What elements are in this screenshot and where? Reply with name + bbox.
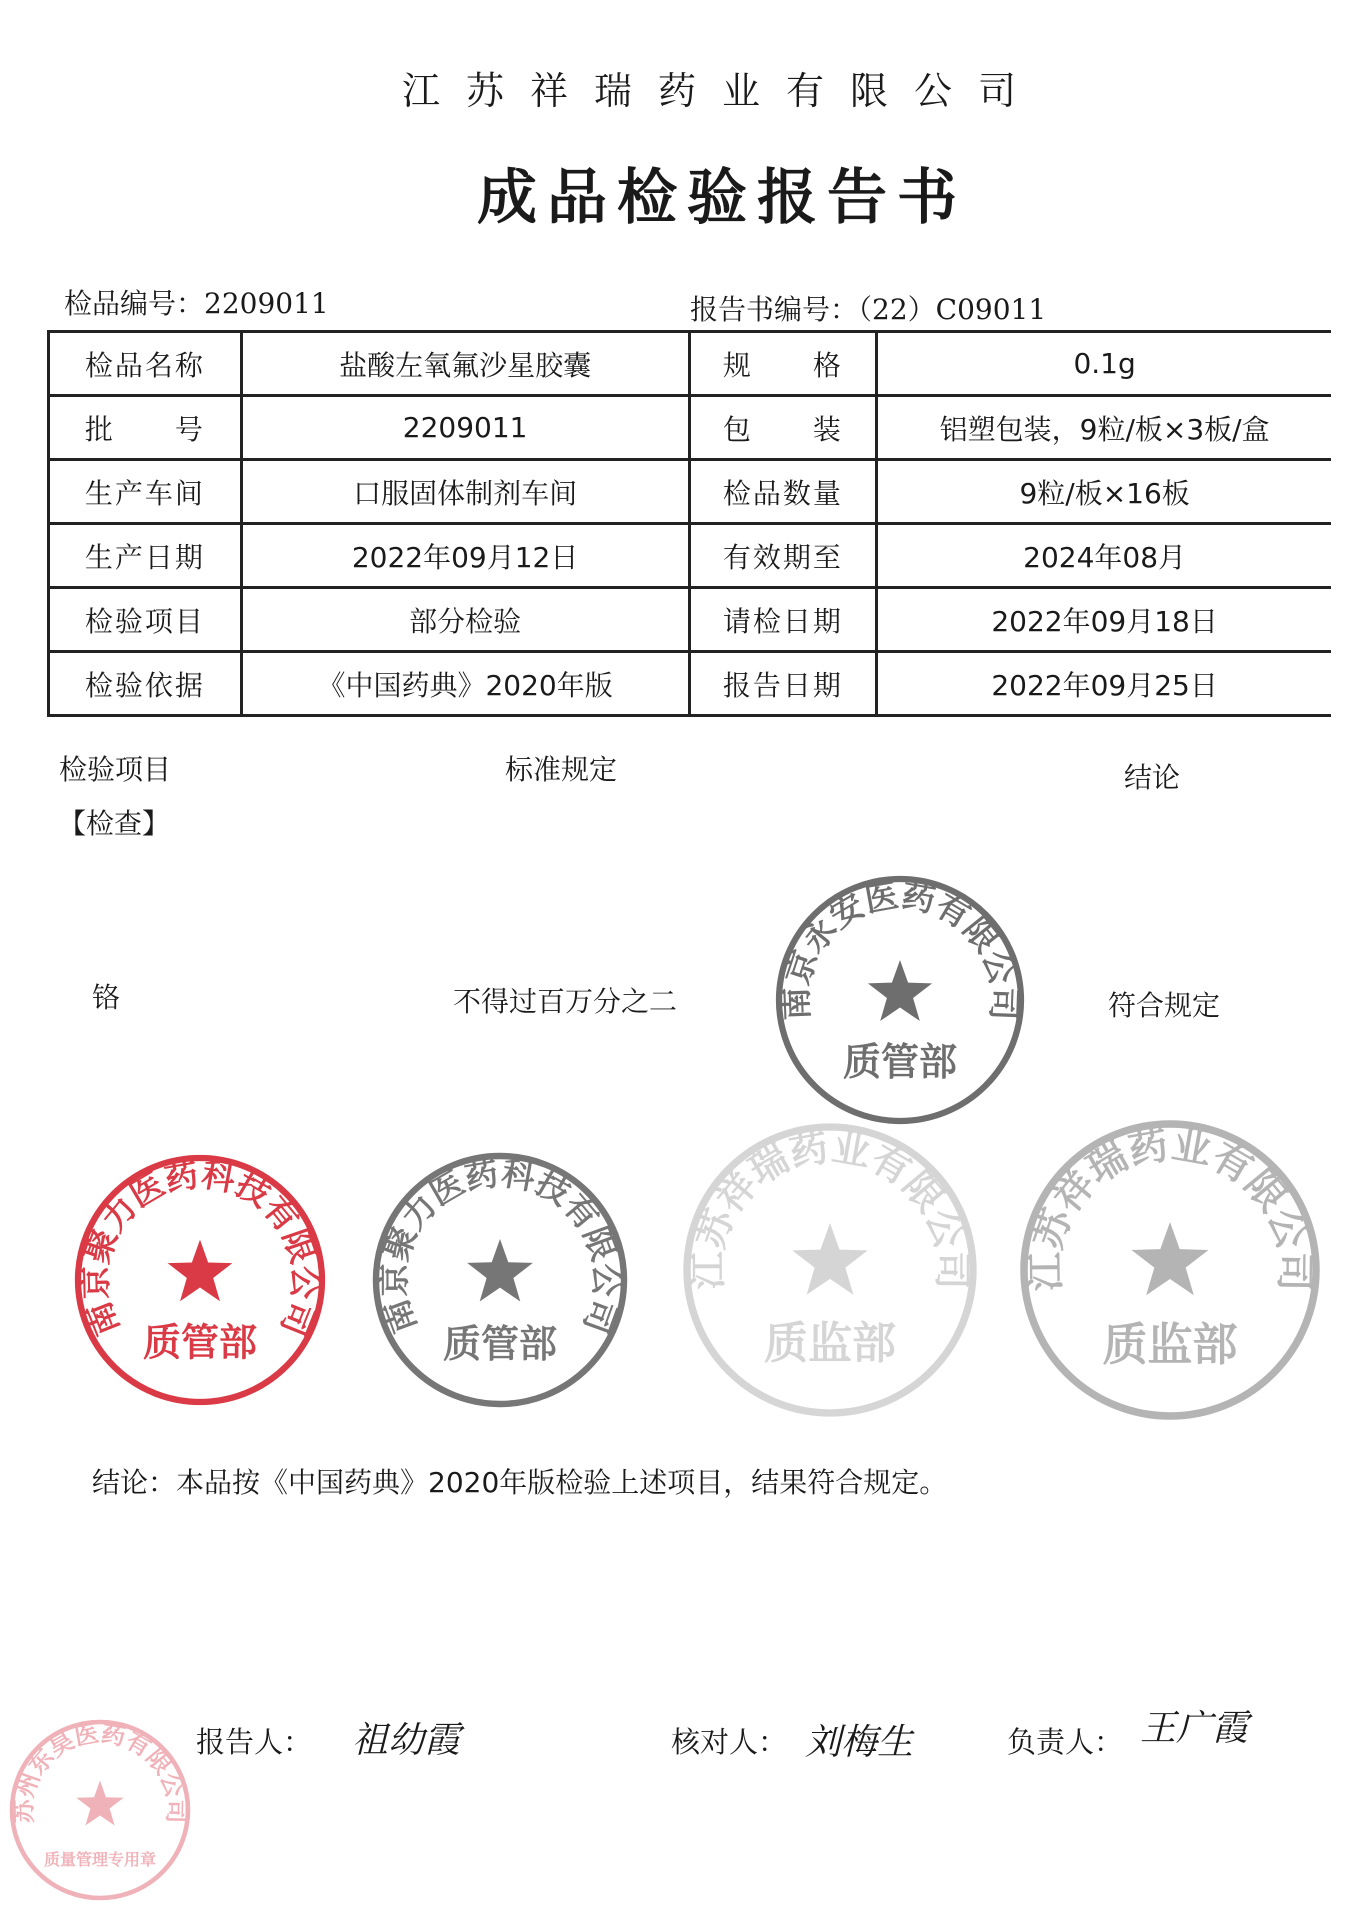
row-label: 批 号 xyxy=(49,396,242,460)
sample-number-value: 2209011 xyxy=(204,287,329,320)
stamp-ring-text: 南京聚力医药科技有限公司 xyxy=(374,1153,626,1339)
stamp-ring-text: 江苏祥瑞药业有限公司 xyxy=(686,1125,974,1290)
table-row xyxy=(49,396,1332,460)
item-name: 铬 xyxy=(92,981,121,1014)
table-row xyxy=(49,460,1332,524)
item-standard: 不得过百万分之二 xyxy=(453,985,678,1018)
row-value: 部分检验 xyxy=(241,588,689,652)
table-row xyxy=(49,332,1332,396)
row-value: 铝塑包装，9粒/板×3板/盒 xyxy=(877,396,1331,460)
col-conclusion: 结论 xyxy=(1124,761,1181,794)
col-standard: 标准规定 xyxy=(505,753,618,786)
row-value: 2022年09月18日 xyxy=(877,588,1331,652)
stamp-ring-text: 南京永安医药有限公司 xyxy=(775,875,1025,1022)
row-label: 检验依据 xyxy=(49,652,242,716)
row-value: 口服固体制剂车间 xyxy=(241,460,689,524)
top-faint-stamp xyxy=(683,1123,977,1417)
reporter-signature: 祖幼霞 xyxy=(352,1720,461,1761)
row-value: 2024年08月 xyxy=(877,524,1331,588)
stamp-center-text: 质管部 xyxy=(842,1040,958,1084)
star-icon xyxy=(792,1223,867,1295)
info-table xyxy=(47,330,1331,717)
pink-stamp xyxy=(8,1718,192,1902)
star-icon xyxy=(868,960,932,1021)
row-label: 包 装 xyxy=(689,396,877,460)
star-icon xyxy=(467,1239,533,1302)
star-icon xyxy=(76,1781,123,1826)
row-label: 检验项目 xyxy=(49,588,242,652)
checker-label: 核对人： xyxy=(671,1725,788,1759)
star-icon xyxy=(168,1240,233,1302)
row-label: 请检日期 xyxy=(689,588,877,652)
report-number-label: 报告书编号： xyxy=(690,293,859,326)
row-label: 检品数量 xyxy=(689,460,877,524)
row-label: 规 格 xyxy=(689,332,877,396)
row-value: 9粒/板×16板 xyxy=(877,460,1331,524)
stamp-center-text: 质监部 xyxy=(764,1318,896,1370)
section-label: 【检查】 xyxy=(58,807,171,840)
stamp-center-text: 质量管理专用章 xyxy=(43,1850,157,1870)
stamp-center-text: 质管部 xyxy=(442,1321,558,1366)
stamp-ring-text: 苏州东昊医药有限公司 xyxy=(9,1719,191,1824)
stamp-ring-text: 南京聚力医药科技有限公司 xyxy=(75,1154,325,1342)
row-value: 2022年09月25日 xyxy=(877,652,1331,716)
reporter-label: 报告人： xyxy=(196,1725,313,1759)
conclusion-text: 结论：本品按《中国药典》2020年版检验上述项目，结果符合规定。 xyxy=(92,1466,948,1499)
row-value: 2209011 xyxy=(241,396,689,460)
row-value: 2022年09月12日 xyxy=(241,524,689,588)
responsible-label: 负责人： xyxy=(1007,1725,1124,1759)
report-number-value: （22）C09011 xyxy=(858,293,1047,326)
sample-number-label: 检品编号： xyxy=(64,287,205,320)
row-label: 报告日期 xyxy=(689,652,877,716)
sample-number xyxy=(64,282,329,322)
row-label: 检品名称 xyxy=(49,332,242,396)
stamp-ring-text: 江苏祥瑞药业有限公司 xyxy=(1023,1122,1317,1292)
xiangrui-stamp xyxy=(1020,1120,1320,1420)
row-label: 生产车间 xyxy=(49,460,242,524)
responsible-signature: 王广霞 xyxy=(1140,1708,1249,1749)
table-row xyxy=(49,652,1332,716)
star-icon xyxy=(1131,1222,1208,1295)
stamp-center-text: 质监部 xyxy=(1102,1318,1238,1371)
stamp-center-text: 质管部 xyxy=(142,1320,258,1365)
row-value: 盐酸左氧氟沙星胶囊 xyxy=(241,332,689,396)
checker-signature: 刘梅生 xyxy=(805,1722,914,1763)
table-row xyxy=(49,524,1332,588)
row-label: 生产日期 xyxy=(49,524,242,588)
company-name: 江苏祥瑞药业有限公司 xyxy=(401,69,1042,113)
document-title: 成品检验报告书 xyxy=(477,163,967,233)
juli-grey-stamp xyxy=(372,1152,628,1408)
juli-red-stamp xyxy=(74,1154,326,1406)
item-conclusion: 符合规定 xyxy=(1108,989,1221,1022)
yongan-stamp xyxy=(775,875,1025,1125)
report-number xyxy=(690,288,1046,328)
col-item: 检验项目 xyxy=(59,753,172,786)
row-value: 0.1g xyxy=(877,332,1331,396)
table-row xyxy=(49,588,1332,652)
row-value: 《中国药典》2020年版 xyxy=(241,652,689,716)
row-label: 有效期至 xyxy=(689,524,877,588)
